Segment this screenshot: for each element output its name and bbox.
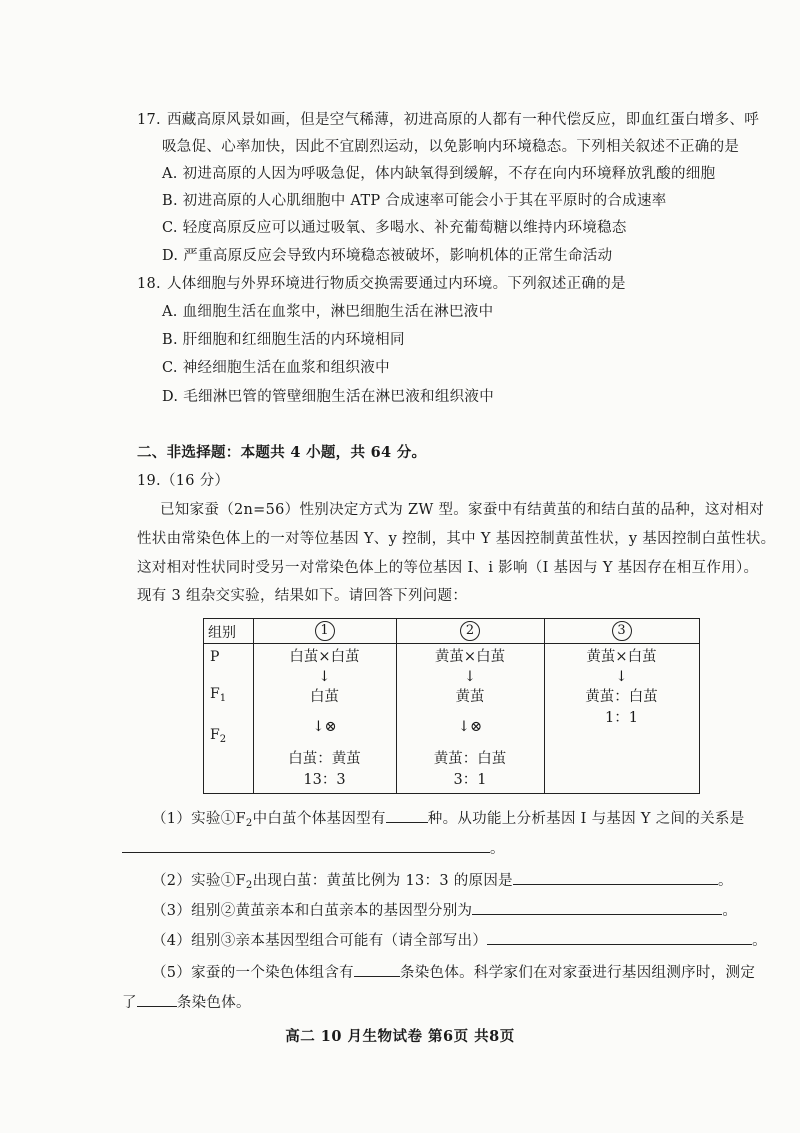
g3-arrow: ↓ [615,669,628,685]
group-3-header: 3 [544,621,699,641]
g1-arrow: ↓ [318,669,331,685]
g2-arrow: ↓ [463,669,477,685]
q19-para-line1: 已知家蚕（2n=56）性别决定方式为 ZW 型。家蚕中有结黄茧的和结白茧的品种，这对相对 [160,502,765,518]
answer-blank[interactable] [122,838,490,853]
g2-f2: 黄茧：白茧 [433,751,507,767]
sub-question-5: （5）家蚕的一个染色体组含有 条染色体。科学家们在对家蚕进行基因组测序时，测定 [152,962,755,983]
g2-selfing-arrow: ↓⊗ [457,719,483,735]
answer-blank[interactable] [487,930,752,945]
q18-option-c: C. 神经细胞生活在血浆和组织液中 [162,360,390,376]
g3-f1: 黄茧：白茧 [585,689,658,705]
table-header-label: 组别 [208,625,236,641]
g2-f1: 黄茧 [455,689,485,705]
sub-question-4: （4）组别③亲本基因型组合可能有（请全部写出） 。 [152,930,767,951]
sub-question-2: （2）实验$①F_2$出现白茧：黄茧比例为 13：3 的原因是 。 [152,870,733,896]
q19-para-line4: 现有 3 组杂交实验，结果如下。请回答下列问题： [137,588,468,604]
table-divider [204,643,699,644]
g3-parents: 黄茧×白茧 [586,649,657,665]
group-2-header: 2 [396,621,544,641]
g2-parents: 黄茧×白茧 [434,649,506,665]
section-heading: 二、非选择题：本题共 4 小题，共 64 分。 [137,444,427,461]
q17-number: 17. [137,112,161,128]
q17-stem-line2: 吸急促、心率加快，因此不宜剧烈运动，以免影响内环境稳态。下列相关叙述不正确的是 [162,139,740,155]
g1-f2: 白茧：黄茧 [288,751,361,767]
g1-ratio: 13：3 [303,772,346,788]
q17-option-c: C. 轻度高原反应可以通过吸氧、多喝水、补充葡萄糖以维持内环境稳态 [162,220,627,236]
q18-option-b: B. 肝细胞和红细胞生活的内环境相同 [162,332,405,348]
answer-blank[interactable] [386,808,428,823]
row-label-f2: $F_2$ [210,727,227,745]
q17-option-b: B. 初进高原的人心肌细胞中 ATP 合成速率可能会小于其在平原时的合成速率 [162,193,667,209]
table-divider [544,619,545,793]
q17-option-a: A. 初进高原的人因为呼吸急促，体内缺氧得到缓解，不存在向内环境释放乳酸的细胞 [162,166,716,182]
q18-option-a: A. 血细胞生活在血浆中，淋巴细胞生活在淋巴液中 [162,304,494,320]
q17-option-d: D. 严重高原反应会导致内环境稳态被破坏，影响机体的正常生命活动 [162,248,613,264]
q18-stem: 18. 人体细胞与外界环境进行物质交换需要通过内环境。下列叙述正确的是 [137,276,626,292]
sub-question-1-line2: 。 [122,838,505,859]
cross-experiment-table [203,618,700,794]
g1-f1: 白茧 [310,689,339,705]
g1-parents: 白茧×白茧 [289,649,360,665]
row-label-p: P [210,649,220,665]
q17-stem-line1: 17. 西藏高原风景如画，但是空气稀薄，初进高原的人都有一种代偿反应，即血红蛋白增多、呼 [137,112,759,128]
g2-ratio: 3：1 [453,772,487,788]
g1-selfing-arrow: ↓⊗ [312,719,337,735]
sub-question-1: （1）实验$①F_2$中白茧个体基因型有 种。从功能上分析基因 I 与基因 Y 之间的关系是 [152,808,745,834]
sub-question-5-line2: 了 条染色体。 [122,992,251,1013]
page-footer: 高二 10 月生物试卷 第6页 共8页 [285,1028,515,1045]
answer-blank[interactable] [354,962,400,977]
answer-blank[interactable] [137,992,177,1007]
q19-para-line2: 性状由常染色体上的一对等位基因 Y、y 控制，其中 Y 基因控制黄茧性状，y 基因控制白茧性状。 [137,531,776,547]
q18-option-d: D. 毛细淋巴管的管壁细胞生活在淋巴液和组织液中 [162,389,495,405]
q18-number: 18. [137,276,161,292]
group-1-header: 1 [253,621,396,641]
q19-para-line3: 这对相对性状同时受另一对常染色体上的等位基因 I、i 影响（I 基因与 Y 基因存在相互作用）。 [137,560,759,576]
answer-blank[interactable] [472,900,722,915]
answer-blank[interactable] [513,870,718,885]
sub-question-3: （3）组别②黄茧亲本和白茧亲本的基因型分别为 。 [152,900,737,921]
row-label-f1: $F_1$ [210,686,227,704]
g3-ratio: 1：1 [605,710,638,726]
q19-number: 19.（16 分） [137,473,230,489]
